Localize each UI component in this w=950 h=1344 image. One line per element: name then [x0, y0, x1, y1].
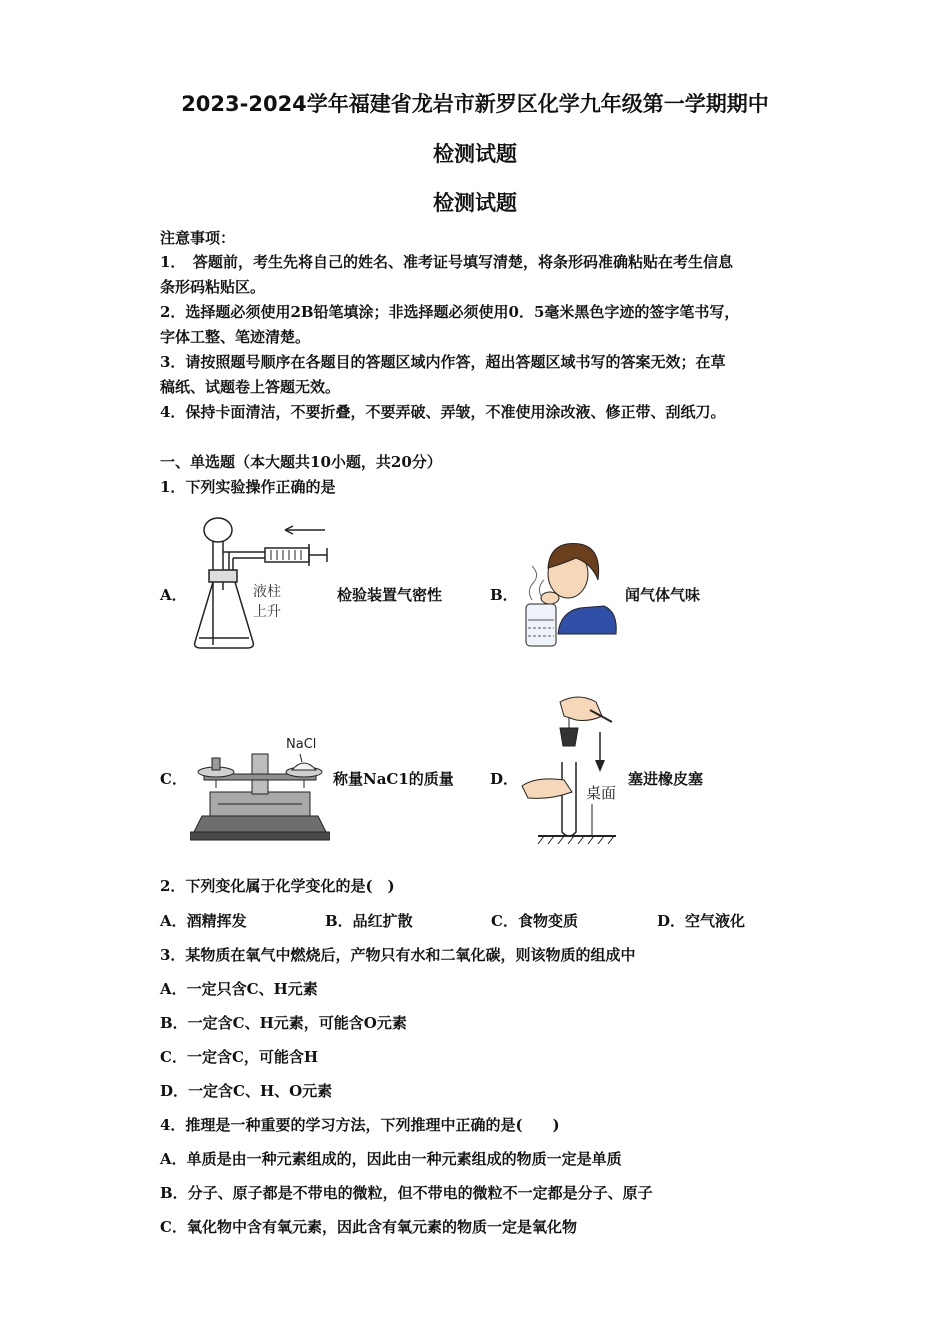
notice-line: 稿纸、试题卷上答题无效。 — [160, 378, 341, 396]
notice-line: 3．请按照题号顺序在各题目的答题区域内作答，超出答题区域书写的答案无效；在草 — [160, 353, 726, 371]
notice-line: 条形码粘贴区。 — [160, 278, 266, 296]
option-c-label: C． — [160, 770, 187, 788]
option-b-caption: 闻气体气味 — [625, 586, 701, 604]
question-2-option-a: A．酒精挥发 — [160, 912, 247, 930]
question-4-option-a: A．单质是由一种元素组成的，因此由一种元素组成的物质一定是单质 — [160, 1150, 622, 1168]
option-b-label: B． — [490, 586, 518, 604]
question-3-stem: 3．某物质在氧气中燃烧后，产物只有水和二氧化碳，则该物质的组成中 — [160, 946, 636, 964]
stopper-insertion-figure — [520, 692, 620, 844]
question-1-stem: 1．下列实验操作正确的是 — [160, 478, 336, 496]
question-3-option-b: B．一定含C、H元素，可能含O元素 — [160, 1014, 407, 1032]
question-2-stem: 2．下列变化属于化学变化的是( ) — [160, 877, 395, 895]
balance-figure — [190, 732, 330, 844]
option-d-caption: 塞进橡皮塞 — [628, 770, 704, 788]
question-3-option-d: D．一定含C、H、O元素 — [160, 1082, 333, 1100]
question-3-option-c: C．一定含C，可能含H — [160, 1048, 319, 1066]
question-4-stem: 4．推理是一种重要的学习方法，下列推理中正确的是( ) — [160, 1116, 560, 1134]
notice-line: 4．保持卡面清洁，不要折叠，不要弄破、弄皱，不准使用涂改液、修正带、刮纸刀。 — [160, 403, 726, 421]
notice-line: 2．选择题必须使用2B铅笔填涂；非选择题必须使用0．5毫米黑色字迹的签字笔书写， — [160, 303, 740, 321]
document-title-line2: 检测试题 — [433, 142, 517, 166]
notice-line: 1． 答题前，考生先将自己的姓名、准考证号填写清楚，将条形码准确粘贴在考生信息 — [160, 253, 733, 271]
section-heading: 一、单选题（本大题共10小题，共20分） — [160, 453, 442, 471]
question-2-option-d: D．空气液化 — [657, 912, 746, 930]
figure-label-desk: 桌面 — [586, 784, 617, 802]
airtightness-apparatus-figure — [185, 510, 335, 658]
question-4-option-b: B．分子、原子都是不带电的微粒，但不带电的微粒不一定都是分子、原子 — [160, 1184, 653, 1202]
figure-label-liquid-column: 液柱 — [253, 584, 281, 600]
figure-label-nacl: NaCl — [286, 737, 317, 752]
option-a-caption: 检验装置气密性 — [337, 586, 443, 604]
option-a-label: A． — [160, 586, 187, 604]
figure-label-rise: 上升 — [253, 604, 281, 620]
smelling-gas-figure — [520, 534, 620, 650]
option-c-caption: 称量NaC1的质量 — [333, 770, 454, 788]
question-4-option-c: C．氧化物中含有氧元素，因此含有氧元素的物质一定是氧化物 — [160, 1218, 577, 1236]
question-2-option-b: B．品红扩散 — [325, 912, 413, 930]
question-2-option-c: C．食物变质 — [491, 912, 578, 930]
document-title: 2023-2024学年福建省龙岩市新罗区化学九年级第一学期期中 — [181, 92, 769, 116]
document-subtitle: 检测试题 — [433, 191, 517, 215]
notice-line: 字体工整、笔迹清楚。 — [160, 328, 311, 346]
option-d-label: D． — [490, 770, 519, 788]
notice-heading: 注意事项： — [160, 229, 236, 247]
question-3-option-a: A．一定只含C、H元素 — [160, 980, 318, 998]
